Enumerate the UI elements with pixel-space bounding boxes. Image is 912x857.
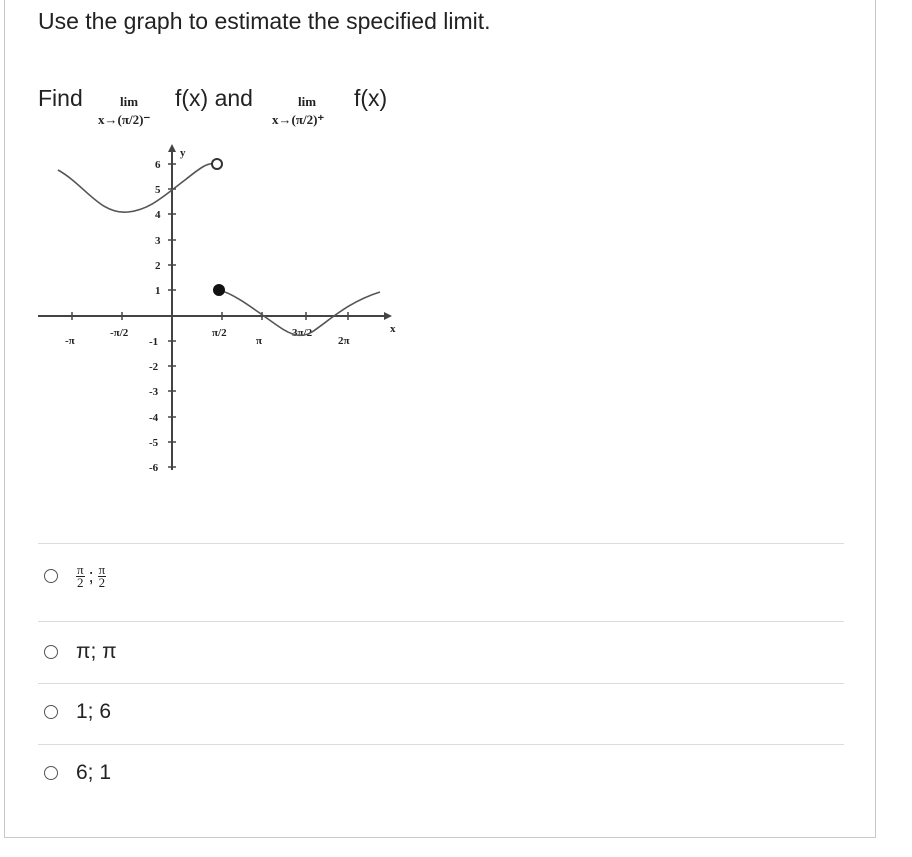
y-tick-label: -6 — [149, 462, 159, 474]
fraction: $\frac{\pi}{2}$ — [98, 561, 106, 590]
y-tick-label: -5 — [149, 437, 159, 449]
closed-endpoint — [213, 284, 225, 296]
x-tick-label: 2π — [338, 335, 350, 347]
y-axis-arrow — [168, 144, 176, 152]
answer-option-2[interactable] — [44, 637, 117, 667]
option-label: π; π — [76, 640, 117, 663]
y-axis-label: y — [180, 147, 186, 159]
option-label: 1; 6 — [76, 700, 112, 723]
y-tick-label: -3 — [149, 386, 159, 398]
x-tick-label: π/2 — [212, 327, 227, 339]
radio-button[interactable] — [44, 705, 58, 719]
y-tick-label: 1 — [155, 285, 161, 297]
y-tick-label: 5 — [155, 184, 161, 196]
fx-and-label: f(x) and — [175, 85, 253, 111]
y-tick-label: 3 — [155, 235, 161, 247]
function-graph — [30, 140, 400, 500]
find-label: Find — [38, 85, 83, 111]
answer-option-4[interactable] — [44, 758, 111, 788]
x-tick-label: -π — [65, 335, 75, 347]
question-text: Use the graph to estimate the specified limit. — [38, 8, 491, 34]
x-axis-label: x — [390, 323, 396, 335]
y-tick-label: -4 — [149, 412, 159, 424]
separator — [38, 543, 844, 544]
fraction: $\frac{\pi}{2}$ — [77, 561, 84, 590]
fx-label: f(x) — [354, 85, 388, 111]
lim-right-subscript: x→(π/2)⁺ — [272, 112, 325, 127]
x-tick-label: 3π/2 — [292, 327, 313, 339]
y-tick-label: 6 — [155, 159, 161, 171]
option-label: 6; 1 — [76, 761, 112, 784]
y-tick-label: 4 — [155, 209, 161, 221]
answer-option-3[interactable] — [44, 697, 111, 727]
lim-left-label: lim — [120, 94, 139, 109]
lim-right-label: lim — [298, 94, 317, 109]
y-tick-label: -1 — [149, 336, 159, 348]
lim-left-subscript: x→(π/2)⁻ — [98, 112, 151, 127]
y-tick-label: -2 — [149, 361, 159, 373]
answer-option-1[interactable] — [44, 561, 106, 591]
curve-left-branch — [58, 164, 215, 213]
y-tick-label: 2 — [155, 260, 161, 272]
option-label: $\frac{\pi}{2}$ ; $\frac{\pi}{2}$ — [77, 561, 106, 590]
radio-button[interactable] — [44, 569, 58, 583]
x-tick-label: π — [256, 335, 263, 347]
radio-button[interactable] — [44, 645, 58, 659]
separator — [38, 621, 844, 622]
open-endpoint — [212, 159, 222, 169]
x-tick-label: -π/2 — [110, 327, 129, 339]
x-axis-arrow — [384, 312, 392, 320]
separator — [38, 683, 844, 684]
separator — [38, 744, 844, 745]
radio-button[interactable] — [44, 766, 58, 780]
